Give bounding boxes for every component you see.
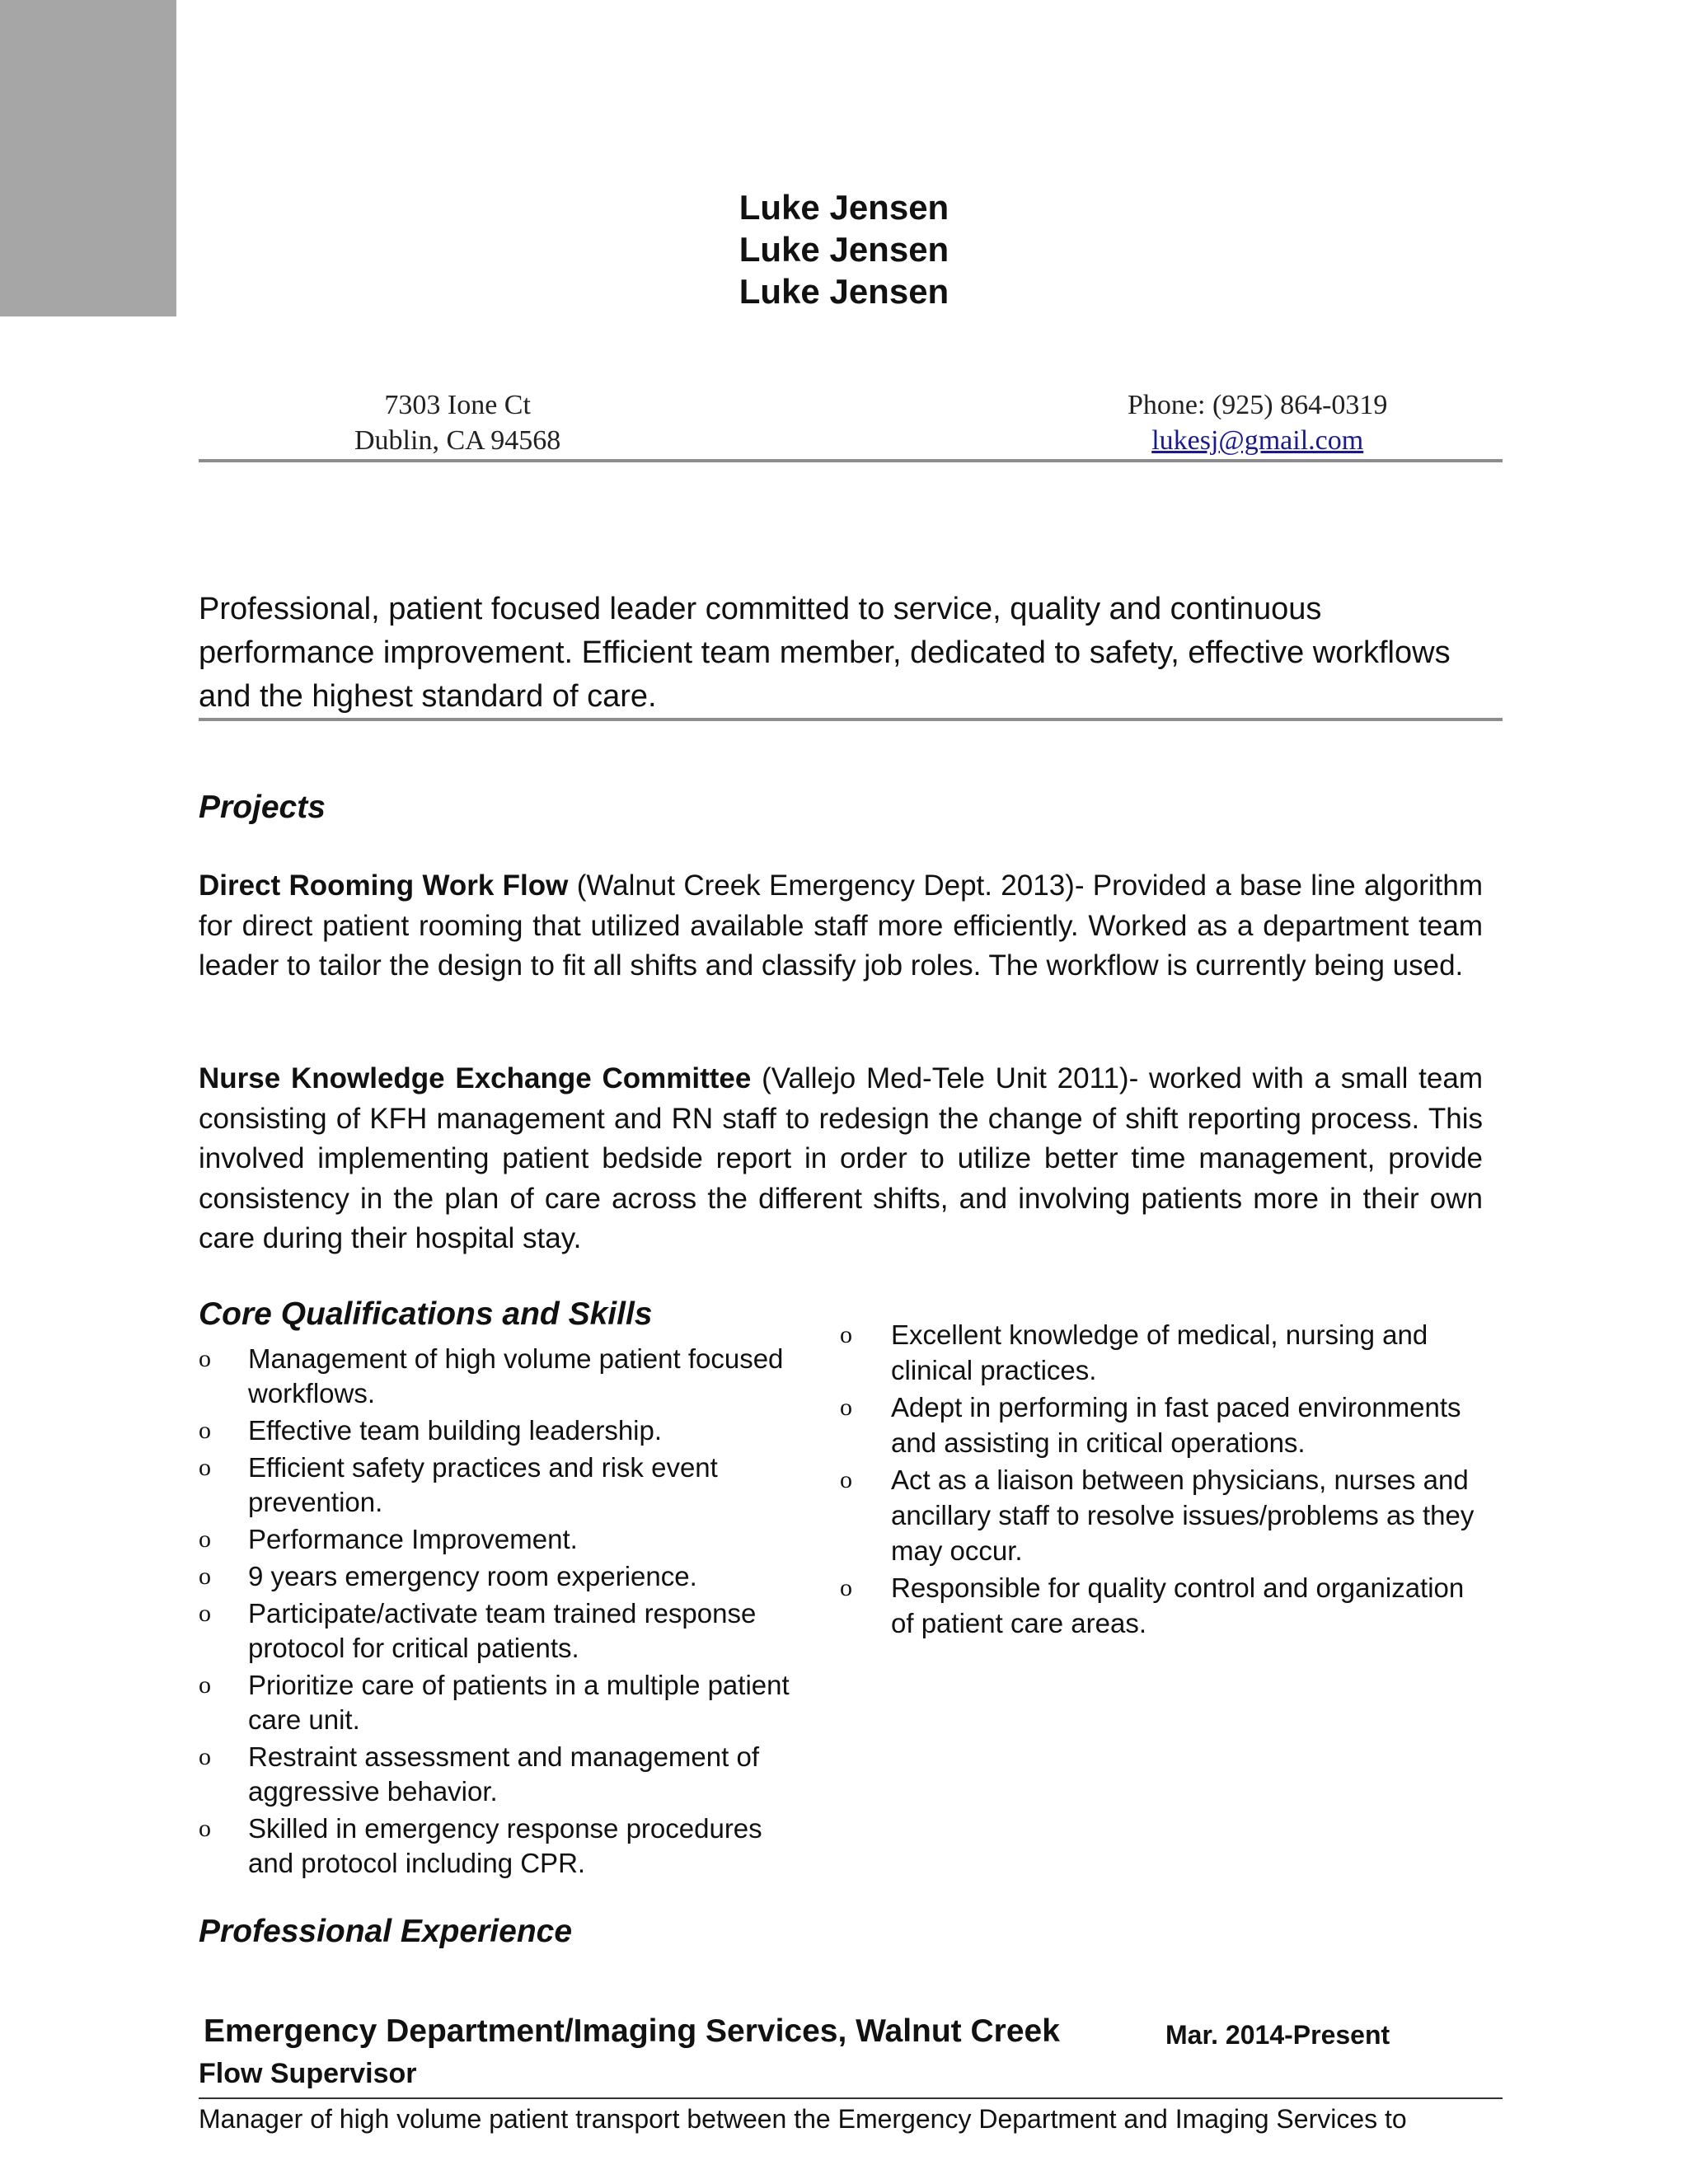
bullet-icon: o (840, 1394, 852, 1421)
bullet-icon: o (199, 1815, 211, 1842)
name-line: Luke Jensen (738, 272, 950, 311)
project-item (199, 866, 1483, 987)
job-description: Manager of high volume patient transport between the Emergency Department and Imaging Services to (199, 2104, 1407, 2134)
experience-heading: Professional Experience (199, 1914, 573, 1949)
name-line: Luke Jensen (738, 188, 950, 227)
skill-text: Skilled in emergency response procedures and protocol including CPR. (248, 1813, 762, 1878)
skill-item (199, 1522, 809, 1557)
skill-item (199, 1668, 809, 1737)
project-title: Direct Rooming Work Flow (199, 869, 569, 902)
skill-text: Prioritize care of patients in a multiple patient care unit. (248, 1670, 790, 1735)
skill-text: Effective team building leadership. (248, 1415, 663, 1446)
skill-item (199, 1811, 809, 1881)
job-role: Flow Supervisor (199, 2058, 417, 2089)
skill-text: Excellent knowledge of medical, nursing and clinical practices. (891, 1319, 1428, 1385)
bullet-icon: o (840, 1574, 852, 1601)
skill-text: Performance Improvement. (248, 1524, 578, 1554)
address-line-1: 7303 Ione Ct (384, 390, 531, 420)
job-dates: Mar. 2014-Present (1165, 2020, 1390, 2050)
bullet-icon: o (199, 1345, 211, 1372)
project-description: (Walnut Creek Emergency Dept. 2013)- Provided a base line algorithm for direct patient rooming that utilized available staff more efficiently. Worked as a department team leader to tailor the design to fit all shifts and classify job roles. The workflow is currently being used. (199, 869, 1484, 982)
summary-divider (199, 718, 1503, 721)
skill-text: Responsible for quality control and organization of patient care areas. (891, 1572, 1465, 1638)
skill-text: Restraint assessment and management of aggressive behavior. (248, 1741, 759, 1807)
skill-item (842, 1390, 1484, 1460)
skills-list-right (842, 1317, 1484, 1643)
address-block (354, 387, 560, 458)
bullet-icon: o (199, 1454, 211, 1481)
bullet-icon: o (840, 1321, 852, 1348)
skill-item (842, 1462, 1484, 1568)
skills-list-left (199, 1342, 809, 1883)
project-description: (Vallejo Med-Tele Unit 2011)- worked with a small team consisting of KFH management and RN staff to redesign the change of shift reporting process. This involved implementing patient bedside report in order to utilize better time management, provide consistency in the plan of care across the different shifts, and involving patients more in their own care during their hospital stay. (199, 1062, 1483, 1254)
skill-item (199, 1559, 809, 1594)
address-line-2: Dublin, CA 94568 (354, 425, 561, 456)
bullet-icon: o (840, 1466, 852, 1493)
project-title: Nurse Knowledge Exchange Committee (199, 1062, 752, 1094)
professional-summary: Professional, patient focused leader committed to service, quality and continuous performance improvement. Efficient team member, dedicated to safety, effective workflows and the highest standard of care. (199, 592, 1451, 714)
header-divider (199, 459, 1503, 462)
projects-heading: Projects (199, 790, 326, 825)
skill-text: Participate/activate team trained response protocol for critical patients. (248, 1598, 757, 1663)
skill-item (199, 1740, 809, 1809)
skill-item (199, 1451, 809, 1520)
skill-item (842, 1317, 1484, 1388)
project-item (199, 1059, 1483, 1259)
job-title: Emergency Department/Imaging Services, Walnut Creek (204, 2013, 1060, 2049)
skill-item (842, 1570, 1484, 1641)
bullet-icon: o (199, 1671, 211, 1699)
bullet-icon: o (199, 1526, 211, 1553)
phone-number: Phone: (925) 864-0319 (1128, 390, 1388, 420)
skill-item (199, 1342, 809, 1411)
skills-heading: Core Qualifications and Skills (199, 1296, 653, 1332)
bullet-icon: o (199, 1743, 211, 1770)
skill-text: Efficient safety practices and risk event prevention. (248, 1452, 718, 1517)
skill-item (199, 1596, 809, 1666)
skill-text: Adept in performing in fast paced environments and assisting in critical operations. (891, 1392, 1461, 1458)
email-link[interactable]: lukesj@gmail.com (1151, 425, 1364, 456)
name-block (0, 186, 1688, 312)
bullet-icon: o (199, 1563, 211, 1590)
contact-block (1128, 387, 1387, 458)
skill-text: Management of high volume patient focused workflows. (248, 1343, 784, 1408)
job-divider (199, 2097, 1503, 2099)
name-line: Luke Jensen (738, 230, 950, 269)
skill-text: Act as a liaison between physicians, nurses and ancillary staff to resolve issues/problems as they may occur. (891, 1465, 1475, 1566)
bullet-icon: o (199, 1417, 211, 1444)
skill-item (199, 1413, 809, 1448)
bullet-icon: o (199, 1600, 211, 1627)
skill-text: 9 years emergency room experience. (248, 1561, 697, 1591)
